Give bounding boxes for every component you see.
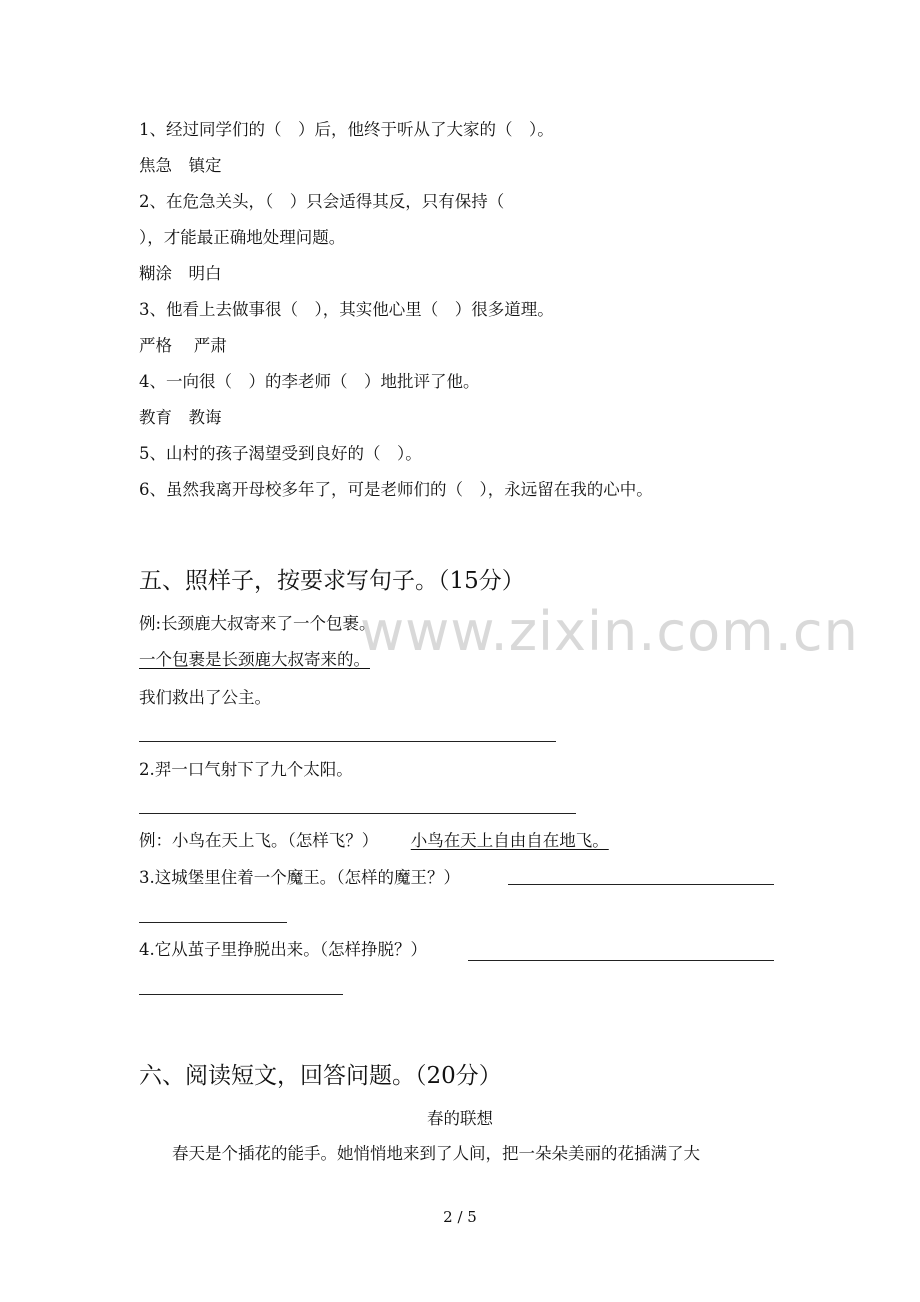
example-1-answer: 一个包裹是长颈鹿大叔寄来的。 [139, 650, 370, 669]
section-5-title: 五、照样子，按要求写句子。（15分） [139, 568, 525, 594]
page-number: 2 / 5 [443, 1208, 477, 1226]
question-4: 4、一向很（ ）的李老师（ ）地批评了他。 [139, 372, 480, 391]
passage-line-1: 春天是个插花的能手。她悄悄地来到了人间，把一朵朵美丽的花插满了大 [172, 1144, 700, 1163]
question-1: 1、经过同学们的（ ）后，他终于听从了大家的（ ）。 [139, 120, 554, 139]
example-2 [139, 831, 609, 851]
answer-line-4b[interactable] [139, 994, 343, 995]
watermark: www.zixin.com.cn [360, 600, 859, 663]
answer-line-1[interactable] [139, 741, 556, 742]
options-1: 焦急 镇定 [139, 156, 222, 175]
options-3: 严格 严肃 [139, 336, 227, 355]
question-6: 6、虽然我离开母校多年了，可是老师们的（ ），永远留在我的心中。 [139, 480, 653, 499]
options-4: 教育 教诲 [139, 408, 222, 427]
example-1: 例:长颈鹿大叔寄来了一个包裹。 [139, 614, 376, 633]
question-3: 3、他看上去做事很（ ），其实他心里（ ）很多道理。 [139, 300, 554, 319]
rewrite-question-1: 我们救出了公主。 [139, 688, 271, 707]
rewrite-question-4: 4.它从茧子里挣脱出来。（怎样挣脱？） [139, 940, 427, 959]
rewrite-question-3: 3.这城堡里住着一个魔王。（怎样的魔王？） [139, 868, 460, 887]
question-5: 5、山村的孩子渴望受到良好的（ ）。 [139, 444, 422, 463]
answer-line-3b[interactable] [139, 922, 287, 923]
answer-line-2[interactable] [139, 813, 576, 814]
example-2-answer: 小鸟在天上自由自在地飞。 [410, 831, 609, 850]
answer-line-3a[interactable] [508, 884, 774, 885]
question-2b: ），才能最正确地处理问题。 [139, 228, 346, 247]
question-2a: 2、在危急关头，（ ）只会适得其反，只有保持（ [139, 192, 505, 211]
section-6-title: 六、阅读短文，回答问题。（20分） [139, 1063, 502, 1089]
options-2: 糊涂 明白 [139, 264, 222, 283]
passage-title: 春的联想 [427, 1109, 493, 1128]
example-2-prefix: 例：小鸟在天上飞。（怎样飞？） [139, 831, 379, 850]
answer-line-4a[interactable] [468, 960, 774, 961]
rewrite-question-2: 2.羿一口气射下了九个太阳。 [139, 760, 353, 779]
